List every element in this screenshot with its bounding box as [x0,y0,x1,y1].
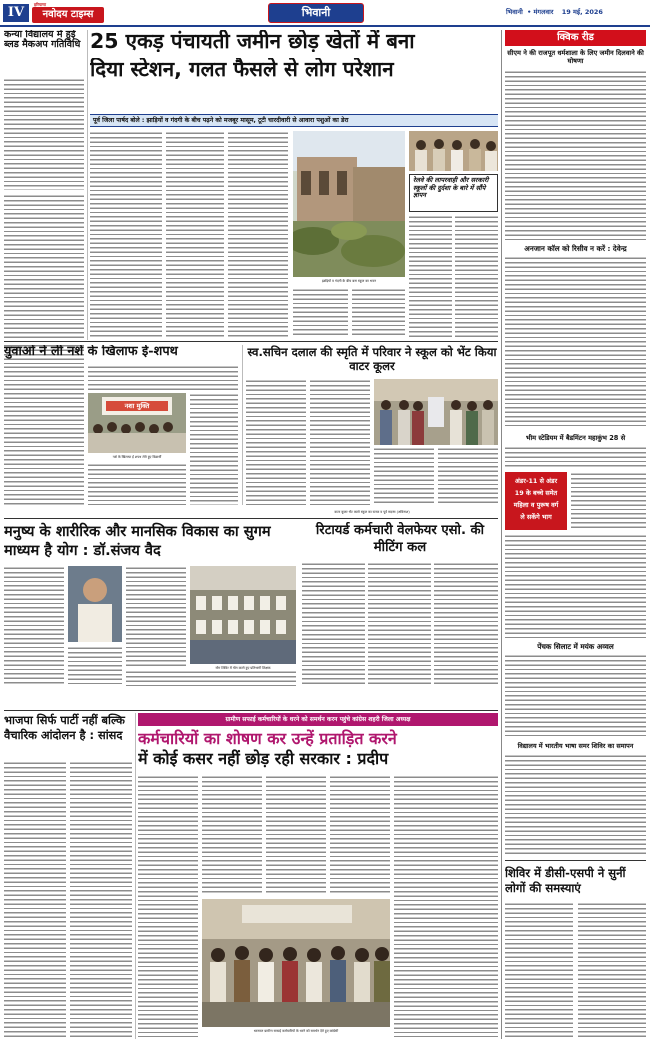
box-line-4: ले सकेंगे भाग [520,513,552,521]
lead-headline [90,30,498,102]
left-story-body [4,78,84,190]
story-yoga-body-4 [126,670,296,688]
story-karmchari-body-2 [202,775,262,895]
horizontal-divider-2 [4,518,498,519]
yoga-portrait-graphic [68,566,122,642]
right-column [505,30,646,1039]
story-bhajpa [4,713,132,1039]
masthead-divider [0,25,650,27]
story-yoga-photo [68,566,122,642]
story-nasha [4,345,239,505]
lead-photo-graphic [293,131,405,277]
lead-body-col-4 [293,288,348,338]
brief-6-body-2 [578,902,646,1037]
story-sachin [246,345,498,505]
sachin-photo-graphic [374,379,498,445]
column-divider-3 [135,713,136,1039]
story-nasha-body-3 [190,393,238,505]
story-karmchari-body-1 [138,775,198,1037]
right-column-divider [501,30,502,1039]
story-sachin-caption: वाटर कूलर भेंट करते स्कूल का स्टाफ व पूर्व सदस्य (अविनाश) [334,510,410,514]
story-karmchari-photo [202,899,390,1027]
story-karmchari-heading-1: कर्मचारियों का शोषण कर उन्हें प्रताड़ित करने [138,729,397,748]
story-nasha-caption: नशे के खिलाफ ई शपथ लेते हुए विद्यार्थी [112,455,162,459]
quick-read-label: क्विक रीड [557,32,594,43]
lead-body-col-5 [352,288,405,338]
story-karmchari [138,713,498,1039]
lead-photo [293,131,405,277]
brief-3-body-1 [505,446,646,468]
lead-body-col-7 [455,215,498,337]
story-bhajpa-body-2 [70,761,132,1037]
story-nasha-body-4 [88,463,186,505]
brand-name: नवोदय टाइम्स [42,9,94,20]
lead-strap-text: पूर्व जिला पार्षद बोले : झाड़ियों व गंदगी के बीच पढ़ने को मजबूर मासूम, टूटी चारदीवारी से आवारा पशुओं का डेरा [93,117,349,124]
horizontal-divider-3 [4,710,498,711]
box-line-1: अंडर-11 से अंडर [514,477,558,485]
story-yoga-heading: मनुष्य के शारीरिक और मानसिक विकास का सुगम माध्यम है योग : डॉ.संजय वैद [4,523,271,559]
story-sachin-body-3 [374,447,434,505]
dateline-city: भिवानी [506,8,523,16]
story-nasha-banner: नशा मुक्ति [124,402,150,410]
story-retired-heading: रिटायर्ड कर्मचारी वेलफेयर एसो. की मीटिंग कल [315,523,485,555]
brief-2-heading: अनजान कॉल को रिसीव न करें : देवेन्द्र [524,244,627,253]
story-karmchari-body-5 [394,775,498,1037]
story-karmchari-body-3 [266,775,326,895]
story-retired-body-3 [434,562,498,686]
masthead-brand-tag: हरियाणा [34,2,47,7]
lead-body-col-1 [90,131,162,337]
column-divider-2 [242,345,243,505]
brief-3-body-3 [505,534,646,638]
karmchari-photo-graphic [202,899,390,1027]
dateline-weekday: • मंगलवार [527,8,554,16]
story-sachin-body-2 [310,379,370,505]
story-yoga-caption: योग शिविर में योग करते हुए प्रतिभागी शिक्षक [215,666,271,670]
story-nasha-body-1 [4,365,84,505]
story-yoga-body-3 [68,646,122,686]
dateline-date: 19 मई, 2026 [561,8,603,16]
lead-body-col-3 [228,131,288,337]
left-story-heading: कन्या विद्यालय में हुई ब्लड मैकअप गतिविधि [4,30,81,51]
brief-5-heading: विद्यालय में भारतीय भाषा समर शिविर का समापन [517,742,634,750]
section-name-badge [268,3,364,23]
yoga-group-graphic [190,566,296,664]
brief-4-heading: पेंचक सिलाट में मयंक अव्वल [537,642,614,651]
right-divider [505,860,646,861]
lead-headline-line-2: दिया स्टेशन, गलत फैसले से लोग परेशान [90,58,394,81]
story-karmchari-caption: धरनारत ग्रामीण सफाई कर्मचारियों के धरने को समर्थन देते हुए कांग्रेसी [253,1029,339,1033]
story-karmchari-body-4 [330,775,390,895]
story-sachin-body-4 [438,447,498,505]
story-yoga [4,522,296,707]
brief-6-body-1 [505,902,573,1037]
box-line-2: 19 के बच्चे समेत [514,489,558,497]
brief-1-heading: सीएम ने की राजपूत धर्मशाला के लिए जमीन दिलवाने की घोषणा [507,49,644,66]
page-number: IV [3,4,29,22]
section-name: भिवानी [301,6,331,19]
story-bhajpa-heading: भाजपा सिर्फ पार्टी नहीं बल्कि वैचारिक आंदोलन है : सांसद [4,713,125,742]
story-yoga-body-1 [4,566,64,686]
story-retired-body-1 [302,562,365,686]
story-nasha-heading: युवाओं ने ली नशे के खिलाफ ई-शपथ [4,345,178,359]
story-karmchari-kicker-text: ग्रामीण सफाई कर्मचारियों के धरने को समर्थन करन पहुंचे कांग्रेस शहरी जिला अध्यक्ष [225,716,411,723]
story-retired [302,522,498,707]
story-retired-body-2 [368,562,431,686]
story-yoga-photo-2 [190,566,296,664]
lead-photo-caption: झाड़ियों व गंदगी के बीच बना स्कूल का भवन [321,279,377,283]
brief-1-body [505,70,646,240]
brief-5-body [505,754,646,854]
lead-body-col-6 [409,215,452,337]
story-sachin-heading: स्व.सचिन दलाल की स्मृति में परिवार ने स्कूल को भेंट किया वाटर कूलर [247,345,497,373]
dateline [506,7,646,21]
story-nasha-body-2 [88,365,238,390]
brand-logo [32,7,104,23]
brief-2-body [505,256,646,428]
story-bhajpa-body-1 [4,761,66,1037]
horizontal-divider [4,341,498,342]
box-line-3: महिला व पुरूष वर्ग [513,501,559,509]
column-divider [87,30,88,340]
brief-4-body [505,654,646,738]
people-photo-graphic [409,131,498,171]
lead-headline-line-1: 25 एकड़ पंचायती जमीन छोड़ खेतों में बना [90,30,415,53]
brief-3-highlight-box [505,472,567,530]
story-yoga-body-2 [126,566,186,666]
story-karmchari-kicker [138,713,498,726]
lead-side-heading: रेलवे की लापरवाही और सरकारी स्कूलों की दुर्दशा के बारे में सौंपे ज्ञापन [413,176,489,200]
lead-side-box [409,174,498,212]
brief-3-heading: भीम स्टेडियम में बैडमिंटन महाकुंभ 28 से [525,434,626,442]
story-nasha-photo [88,393,186,453]
lead-strap [90,114,498,127]
story-karmchari-heading-2: में कोई कसर नहीं छोड़ रही सरकार : प्रदीप [138,749,389,768]
story-sachin-body-1 [246,379,306,505]
story-sachin-photo [374,379,498,445]
lead-body-col-2 [166,131,224,337]
quick-read-banner [505,30,646,46]
lead-photo-small [409,131,498,171]
brief-3-body-2 [571,472,646,530]
masthead [0,0,650,26]
brief-6-heading: शिविर में डीसी-एसपी ने सुनीं लोगों की समस्याएं [505,866,626,895]
